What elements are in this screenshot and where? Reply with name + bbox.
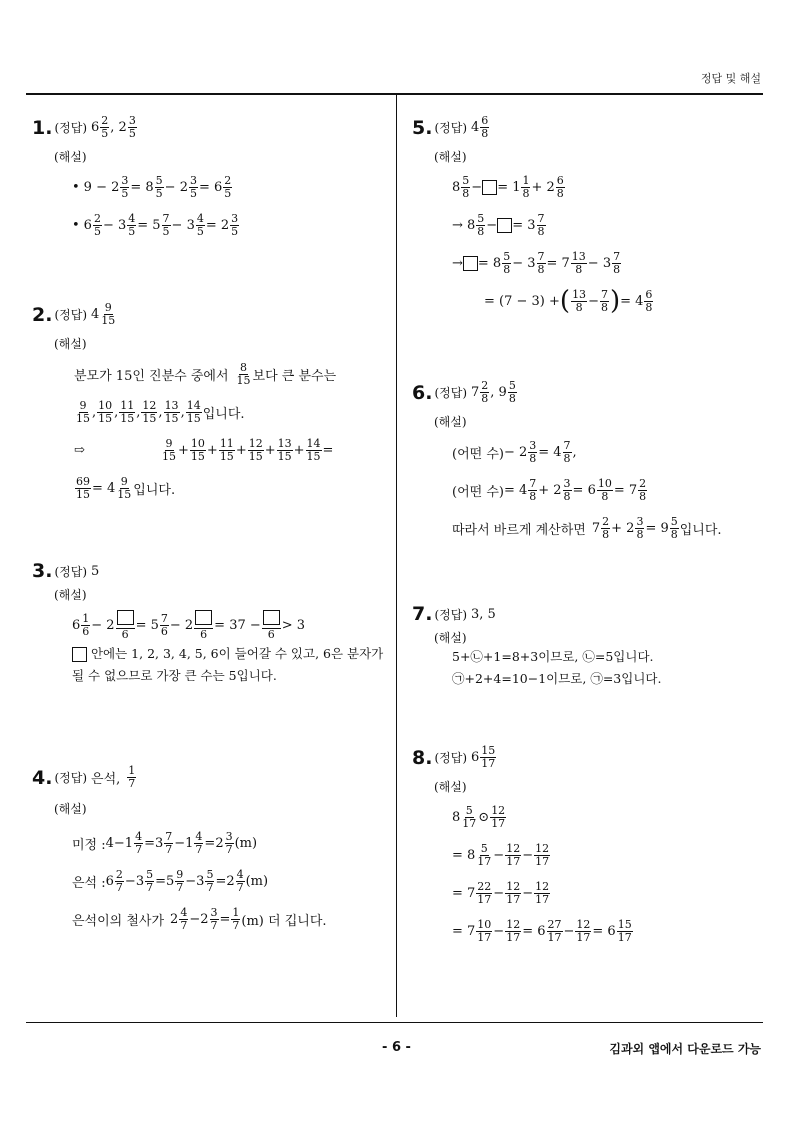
explanation-label: (해설) <box>434 150 467 164</box>
solution-line: (어떤 수) = 4 $\frac{7}{8}$ + 2 $\frac{3}{8}$ = 6 $\frac{10}{8}$ = 7 $\frac{2}{8}$ <box>452 476 647 503</box>
footer-rule <box>26 1022 763 1023</box>
answer-key-label: (정답) <box>434 386 468 400</box>
header-section-label: 정답 및 해설 <box>700 72 761 85</box>
blank-box-icon <box>463 256 478 271</box>
explanation-label: (해설) <box>54 337 87 351</box>
problem-number: 2. <box>32 303 53 326</box>
answer-key-label: (정답) <box>434 751 468 765</box>
solution-line: 6 $\frac{1}{6}$ − 2 6 = 5 $\frac{7}{6}$ − 2 6 = 37 − 6 > 3 <box>72 611 306 641</box>
solution-line: 은석이의 철사가 2 $\frac{4}{7}$ −2 $\frac{3}{7}$ = $\frac{1}{7}$ (m) 더 깁니다. <box>72 905 327 932</box>
problem-8 <box>412 745 752 947</box>
answer-key-label: (정답) <box>54 771 88 785</box>
answer: 6 $\frac{2}{5}$ , 2 $\frac{3}{5}$ <box>91 114 136 140</box>
solution-line: • 6 $\frac{2}{5}$ − 3 $\frac{4}{5}$ = 5 $\frac{7}{5}$ − 3 $\frac{4}{5}$ = 2 $\frac{3}{5}$ <box>72 211 239 238</box>
solution-line: 분모가 15인 진분수 중에서 $\frac{8}{15}$ 보다 큰 분수는 <box>74 360 337 387</box>
circled-dot-operator-icon: ⊙ <box>478 809 490 825</box>
answer-key-label: (정답) <box>54 121 88 135</box>
blank-box-icon <box>497 218 512 233</box>
problem-7 <box>412 603 752 690</box>
problem-number: 7. <box>412 603 433 625</box>
problem-number: 3. <box>32 560 53 582</box>
explanation-label: (해설) <box>54 150 87 164</box>
problem-5 <box>412 115 752 317</box>
problem-number: 4. <box>32 766 53 789</box>
solution-line: 은석 : 6 $\frac{2}{7}$ −3 $\frac{5}{7}$ =5 $\frac{9}{7}$ −3 $\frac{5}{7}$ =2 $\frac{4}{7}$ (m) <box>72 867 269 894</box>
problem-3 <box>32 560 384 687</box>
answer: 6 $\frac{15}{17}$ <box>471 744 496 770</box>
solution-line: = 8 $\frac{5}{17}$ − $\frac{12}{17}$ − $\frac{12}{17}$ <box>452 841 550 868</box>
problem-number: 1. <box>32 116 53 139</box>
explanation-label: (해설) <box>54 588 87 602</box>
answer-key-label: (정답) <box>54 308 88 322</box>
problem-4 <box>32 765 372 935</box>
solution-line: • 9 − 2 $\frac{3}{5}$ = 8 $\frac{5}{5}$ − 2 $\frac{3}{5}$ = 6 $\frac{2}{5}$ <box>72 173 232 200</box>
problem-number: 5. <box>412 116 433 139</box>
explanation-label: (해설) <box>434 631 467 645</box>
problem-number: 8. <box>412 746 433 769</box>
solution-line: = (7 − 3) + ( $\frac{13}{8}$ − $\frac{7}{8}$ ) = 4 $\frac{6}{8}$ <box>484 286 653 316</box>
solution-line: 8 $\frac{5}{17}$ ⊙ $\frac{12}{17}$ <box>452 803 506 830</box>
solution-line: 8 $\frac{5}{8}$ − = 1 $\frac{1}{8}$ + 2 $\frac{6}{8}$ <box>452 173 564 200</box>
solution-line: = 7 $\frac{22}{17}$ − $\frac{12}{17}$ − $\frac{12}{17}$ <box>452 879 550 906</box>
problem-2 <box>32 302 372 504</box>
blank-box-icon <box>482 180 497 195</box>
answer: 5 <box>91 563 100 579</box>
footer-download-text: 김과외 앱에서 다운로드 가능 <box>609 1042 761 1056</box>
answer-key-label: (정답) <box>434 121 468 135</box>
page-number: - 6 - <box>382 1040 411 1055</box>
explanation-label: (해설) <box>434 780 467 794</box>
answer: 4 $\frac{9}{15}$ <box>91 301 116 327</box>
answer-key-label: (정답) <box>54 564 88 579</box>
answer-key-label: (정답) <box>434 607 468 622</box>
problem-1 <box>32 115 372 241</box>
blank-box-icon <box>72 647 87 662</box>
problem-6 <box>412 380 752 544</box>
solution-line: (어떤 수) − 2 $\frac{3}{8}$ = 4 $\frac{7}{8}$ , <box>452 438 577 465</box>
answer: 7 $\frac{2}{8}$ , 9 $\frac{5}{8}$ <box>471 379 516 405</box>
answer: 은석, $\frac{1}{7}$ <box>91 764 136 790</box>
solution-line: $\frac{69}{15}$ = 4 $\frac{9}{15}$ 입니다. <box>76 474 176 501</box>
answer: 4 $\frac{6}{8}$ <box>471 114 489 140</box>
explanation-label: (해설) <box>434 415 467 429</box>
column-divider <box>396 95 397 1017</box>
solution-text: ㉠+2+4=10−1이므로, ㉠=3입니다. <box>452 671 662 686</box>
answer: 3, 5 <box>471 606 496 622</box>
solution-line: 따라서 바르게 계산하면 7 $\frac{2}{8}$ + 2 $\frac{3}{8}$ = 9 $\frac{5}{8}$ 입니다. <box>452 514 722 541</box>
header-rule <box>26 93 763 95</box>
solution-line: ⇨ $\frac{9}{15}$ + $\frac{10}{15}$ + $\frac{11}{15}$ + $\frac{12}{15}$ + $\frac{13}{15}$ + $\frac{14}{15}$ = <box>74 436 334 463</box>
solution-text: 5+㉡+1=8+3이므로, ㉡=5입니다. <box>452 649 654 664</box>
solution-line: $\frac{9}{15}$ , $\frac{10}{15}$ , $\frac{11}{15}$ , $\frac{12}{15}$ , $\frac{13}{15}$ , $\frac{14}{15}$ 입니다. <box>76 398 245 425</box>
solution-line: 미정 : 4−1 $\frac{4}{7}$ =3 $\frac{7}{7}$ −1 $\frac{4}{7}$ =2 $\frac{3}{7}$ (m) <box>72 829 258 856</box>
problem-number: 6. <box>412 381 433 404</box>
solution-line: → 8 $\frac{5}{8}$ − = 3 $\frac{7}{8}$ <box>452 211 545 238</box>
solution-line: → = 8 $\frac{5}{8}$ − 3 $\frac{7}{8}$ = 7 $\frac{13}{8}$ − 3 $\frac{7}{8}$ <box>452 249 621 276</box>
explanation-label: (해설) <box>54 802 87 816</box>
solution-text: 안에는 1, 2, 3, 4, 5, 6이 들어갈 수 있고, 6은 분자가 될 수 없으므로 가장 큰 수는 5입니다. <box>72 646 384 683</box>
arrow-icon: ⇨ <box>74 442 85 458</box>
solution-line: = 7 $\frac{10}{17}$ − $\frac{12}{17}$ = 6 $\frac{27}{17}$ − $\frac{12}{17}$ = 6 $\frac{15}{17}$ <box>452 917 632 944</box>
